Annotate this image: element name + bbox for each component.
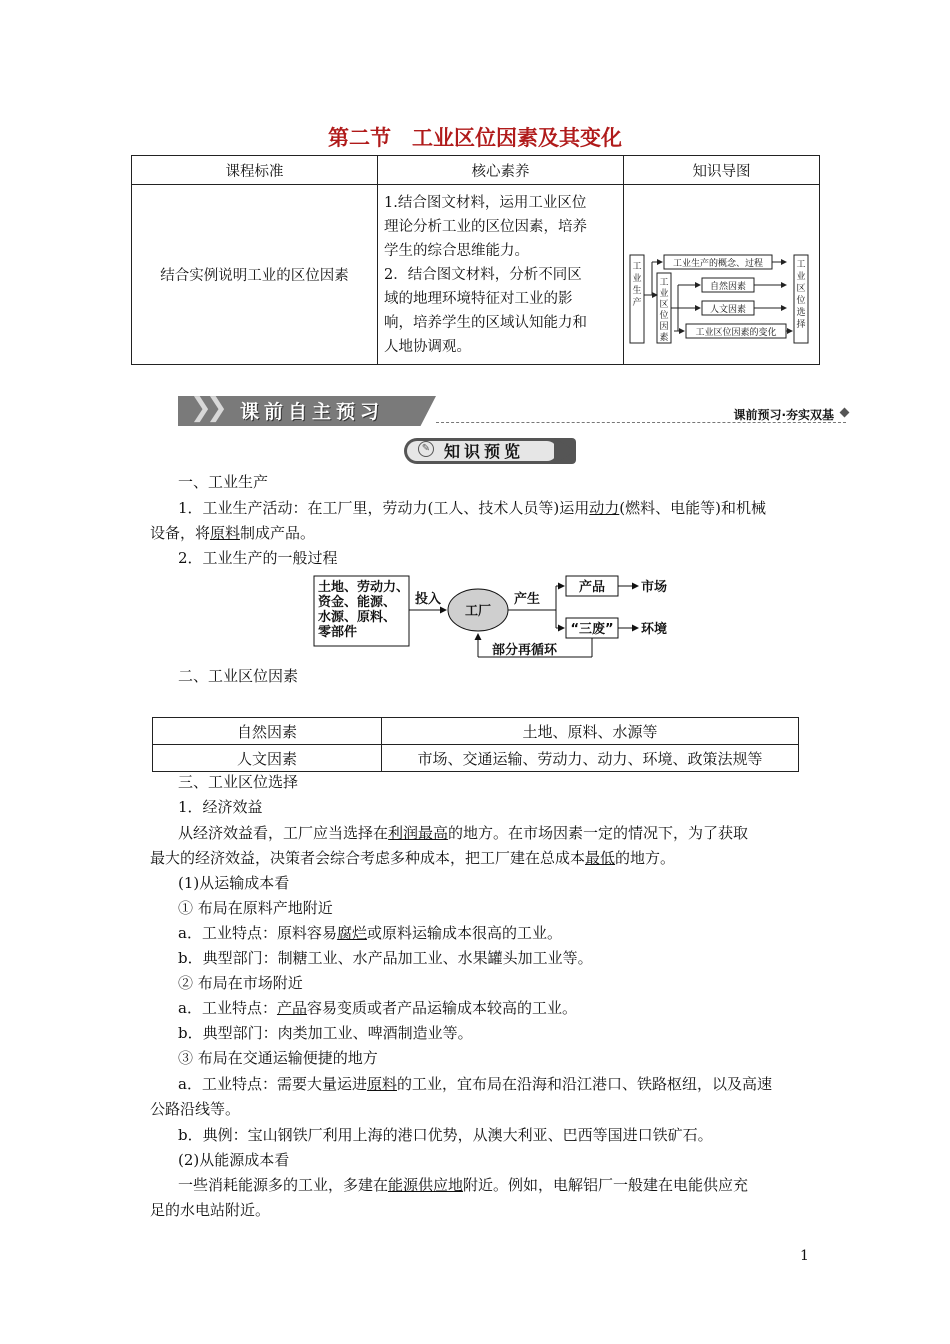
input-line-1: 土地、劳动力、 [318,580,410,595]
factor-key: 人文因素 [153,745,382,772]
map-root-1: 工 [632,262,642,272]
s3-c1: ① 布局在原料产地附近 [178,899,333,917]
s3-e2: 足的水电站附近。 [150,1201,271,1219]
svg-text:业: 业 [659,289,669,299]
header-standard: 课程标准 [132,156,378,185]
map-concept: 工业生产的概念、过程 [672,259,764,269]
map-root-3: 生 [632,286,642,296]
svg-text:择: 择 [796,320,806,330]
factor-key: 自然因素 [153,718,382,745]
svg-text:工: 工 [796,260,806,270]
svg-text:区: 区 [659,300,669,310]
svg-text:区: 区 [796,284,806,294]
page-number: 1 [800,1248,809,1264]
s3-p1: 1．经济效益 [178,798,263,816]
s3-c1b: b．典型部门：制糖工业、水产品加工业、水果罐头加工业等。 [178,949,593,967]
s3-c2: ② 布局在市场附近 [178,974,303,992]
banner-title: 课前自主预习 [240,401,385,423]
section-banner [178,394,848,428]
svg-text:选: 选 [796,308,806,318]
chevron-right-icon: ❯ [206,393,228,423]
knowledge-preview-label: 知识预览 [444,442,525,461]
s3-c2a: a．工业特点：产品容易变质或者产品运输成本较高的工业。 [178,999,577,1017]
svg-text:业: 业 [796,272,806,282]
knowledge-preview-tag [404,438,576,464]
produce-label: 产生 [514,592,541,607]
knowledge-map [624,185,819,360]
factory-label: 工厂 [464,604,492,619]
factor-value: 土地、原料、水源等 [382,718,799,745]
svg-text:素: 素 [659,333,669,343]
factor-table [152,717,799,772]
input-line-2: 资金、能源、 [318,595,397,610]
input-line-3: 水源、原料、 [318,610,397,625]
s3-p2: 从经济效益看，工厂应当选择在利润最高的地方。在市场因素一定的情况下，为了获取 [178,824,749,842]
s3-p3: 最大的经济效益，决策者会综合考虑多种成本，把工厂建在总成本最低的地方。 [150,849,676,867]
svg-text:工: 工 [659,278,669,288]
header-core: 核心素养 [378,156,624,185]
waste-label: “三废” [570,622,614,637]
core-literacy: 1.结合图文材料，运用工业区位 理论分析工业的区位因素，培养 学生的综合思维能力。 2．结合图文材料，分析不同区 域的地理环境特征对工业的影 响，培养学生的区域认知能力和 人地协调观。 [378,185,624,365]
diamond-icon [840,408,850,418]
s3-c1a: a．工业特点：原料容易腐烂或原料运输成本很高的工业。 [178,924,562,942]
input-line-4: 零部件 [318,625,358,640]
s3-t1: (1)从运输成本看 [178,874,290,892]
market-label: 市场 [641,580,668,595]
map-root-2: 业 [632,274,642,284]
standard-text: 结合实例说明工业的区位因素 [132,185,378,365]
environment-label: 环境 [641,622,668,637]
svg-text:因: 因 [659,322,669,332]
s3-t2: (2)从能源成本看 [178,1151,290,1169]
map-change: 工业区位因素的变化 [695,328,777,338]
s3-c2b: b．典型部门：肉类加工业、啤酒制造业等。 [178,1024,473,1042]
process-diagram [310,570,680,662]
factor-value: 市场、交通运输、劳动力、动力、环境、政策法规等 [382,745,799,772]
product-label: 产品 [578,580,606,595]
s3-c3a: a．工业特点：需要大量运进原料的工业，宜布局在沿海和沿江港口、铁路枢纽，以及高速 [178,1075,772,1093]
s1-p1-line1: 1．工业生产活动：在工厂里，劳动力(工人、技术人员等)运用动力(燃料、电能等)和机械 [178,499,766,517]
knowledge-map-cell [624,185,820,365]
s1-p1-line2: 设备，将原料制成产品。 [150,524,316,542]
s2-heading: 二、工业区位因素 [178,667,299,685]
s1-p2: 2．工业生产的一般过程 [178,549,338,567]
map-root-4: 产 [632,298,642,308]
recycle-label: 部分再循环 [492,643,558,658]
s3-heading: 三、工业区位选择 [178,773,299,791]
map-human: 人文因素 [709,305,747,315]
map-natural: 自然因素 [709,282,747,292]
chevron-right-icon: ❯ [190,393,212,423]
banner-right-label: 课前预习·夯实双基 [733,408,834,422]
s3-c3b: b．典例：宝山钢铁厂利用上海的港口优势，从澳大利亚、巴西等国进口铁矿石。 [178,1126,713,1144]
curriculum-table [131,155,820,365]
s3-e1: 一些消耗能源多的工业，多建在能源供应地附近。例如，电解铝厂一般建在电能供应充 [178,1176,749,1194]
pencil-icon: ✎ [418,441,434,457]
s3-c3a-cont: 公路沿线等。 [150,1100,241,1118]
input-label: 投入 [415,592,442,607]
header-map: 知识导图 [624,156,820,185]
svg-text:位: 位 [659,311,669,321]
s3-c3: ③ 布局在交通运输便捷的地方 [178,1049,378,1067]
svg-text:位: 位 [796,296,806,306]
s1-heading: 一、工业生产 [178,473,269,491]
page-title: 第二节 工业区位因素及其变化 [328,126,622,150]
